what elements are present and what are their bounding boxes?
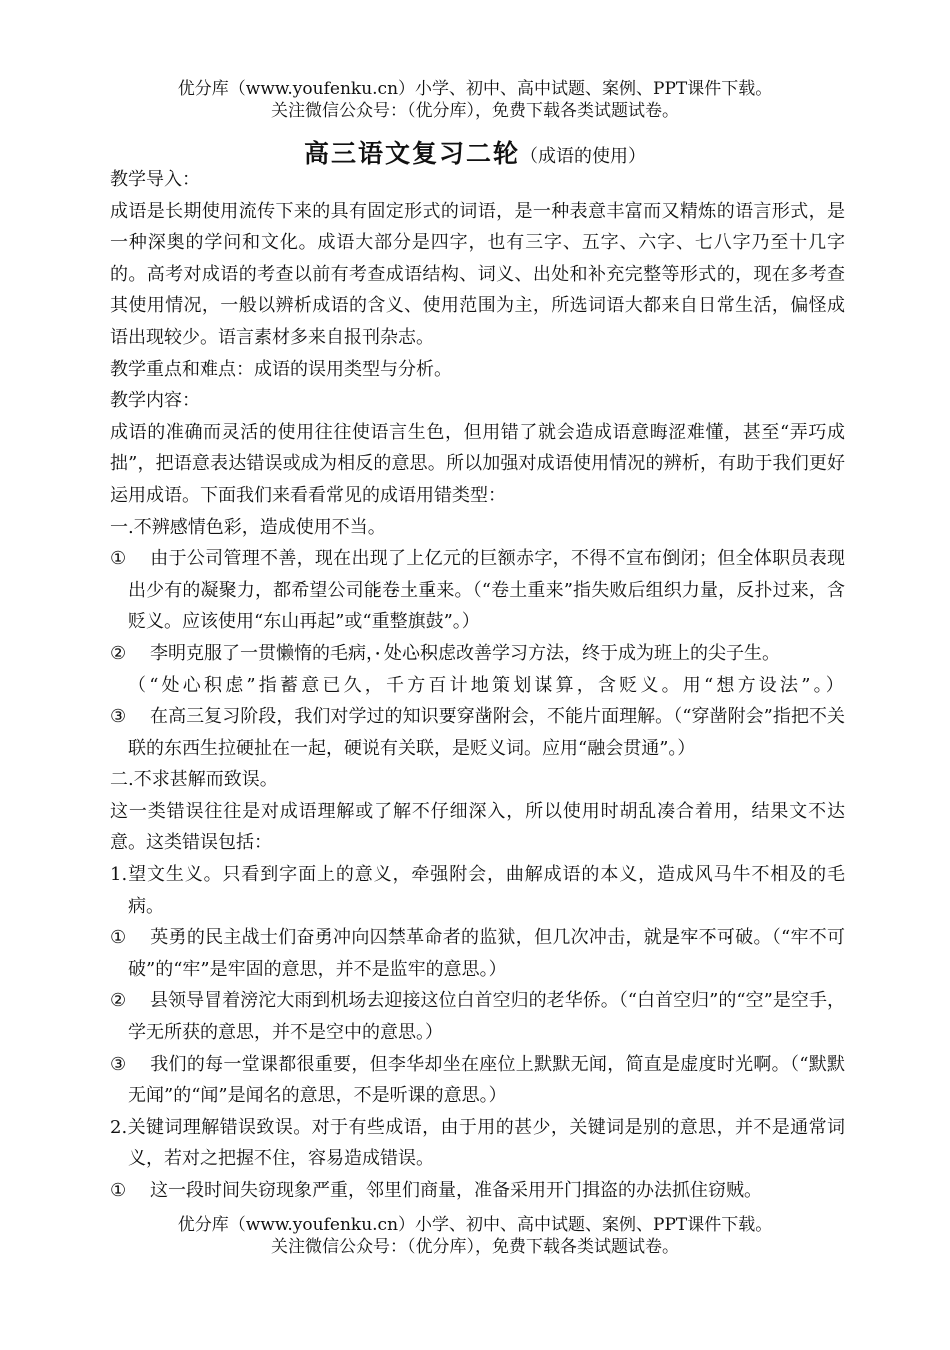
emphasis-dot-char: 卷 •	[382, 580, 400, 601]
item-text: 英勇的民主战士们奋勇冲向囚禁革命者的监狱，但几次冲击，就是	[150, 927, 681, 949]
item-text: 我们的每一堂课都很重要，但李华却坐在座位上默默无闻，简直是虚度时光啊。（“默默无闻”的“闻”是闻名的意思，不是听课的意思。）	[128, 1053, 845, 1107]
item-text-tail: 改善学习方法，终于成为班上的尖子生。	[456, 642, 780, 664]
header-line-1: 优分库（www.youfenku.cn）小学、初中、高中试题、案例、PPT课件下载。	[177, 79, 773, 99]
footer-line-2: 关注微信公众号：（优分库），免费下载各类试题试卷。	[271, 1237, 679, 1257]
section2-item-2	[110, 985, 845, 1048]
title-sub: （成语的使用）	[520, 146, 646, 167]
item-number: ③	[110, 1053, 127, 1075]
section2-sub1: 1.望文生义。只看到字面上的意义，牵强附会，曲解成语的本义，造成风马牛不相及的毛病。	[110, 864, 845, 917]
item-number: ③	[110, 706, 127, 728]
footer-line-1: 优分库（www.youfenku.cn）小学、初中、高中试题、案例、PPT课件下载。	[177, 1215, 773, 1235]
emphasis-dot-char: 处 •	[384, 643, 402, 664]
emphasis-dot-char: 穿 •	[457, 706, 475, 727]
item-text: 李明克服了一贯懒惰的毛病，	[150, 642, 384, 664]
emphasis-dot-char: 心 •	[402, 643, 420, 664]
item-text-tail: 。（“卷土重来”指失败后组织力量，反扑过来，含贬义。应该使用“东山再起”或“重整旗鼓”。）	[128, 579, 846, 633]
emphasis-dot-char: 会 •	[511, 706, 529, 727]
item-number: ①	[110, 1180, 127, 1201]
section1-heading: 一.不辨感情色彩，造成使用不当。	[110, 516, 386, 538]
item-text-tail: 。（“牢不可破”的“牢”是牢固的意思，并不是监牢的意思。）	[128, 927, 846, 980]
item-number: ①	[110, 927, 127, 949]
content-heading: 教学内容：	[110, 390, 200, 412]
section2-sub2: 2.关键词理解错误致误。对于有些成语，由于用的甚少，关键词是别的意思，并不是通常词义，若对之把握不住，容易造成错误。	[110, 1116, 845, 1170]
item-text: 在高三复习阶段，我们对学过的知识要	[150, 706, 457, 728]
emphasis-dot-char: 土 •	[400, 580, 418, 601]
page-footer	[0, 1214, 950, 1258]
intro-heading: 教学导入：	[110, 169, 200, 190]
emphasized-idiom	[382, 580, 455, 601]
section2-heading: 二.不求甚解而致误。	[110, 769, 278, 791]
item-text: 这一段时间失窃现象严重，邻里们商量，准备采用开门揖盗的办法抓住窃贼。	[150, 1180, 762, 1201]
item-text-tail: ，不能片面理解。（“穿凿附会”指把不关联的东西生拉硬扯在一起，硬说有关联，是贬义词。应用“融会贯通”。）	[128, 706, 846, 759]
item-number: ②	[110, 642, 127, 664]
emphasis-dot-char: 积 •	[420, 643, 438, 664]
intro-paragraph: 成语是长期使用流传下来的具有固定形式的词语，是一种表意丰富而又精炼的语言形式，是一种深奥的学问和文化。成语大部分是四字，也有三字、五字、六字、七八字乃至十几字的。高考对成语的考查以前有考查成语结构、词义、出处和补充完整等形式的，现在多考查其使用情况，一般以辨析成语的含义、使用范围为主，所选词语大都来自日常生活，偏怪成语出现较少。语言素材多来自报刊杂志。	[110, 200, 845, 348]
item-text: 由于公司管理不善，现在出现了上亿元的巨额赤字，不得不宣布倒闭；但全体职员表现出少有的凝聚力，都希望公司能	[128, 548, 845, 601]
emphasis-dot-char: 可 •	[717, 927, 735, 948]
section2-item-1	[110, 922, 845, 985]
page-header	[0, 78, 950, 122]
section2-item-3	[110, 1049, 845, 1112]
item-text: 县领导冒着滂沱大雨到机场去迎接这位白首空归的老华侨。（“白首空归”的“空”是空手，学无所获的意思，并不是空中的意思。）	[128, 990, 845, 1044]
emphasis-dot-char: 虑 •	[438, 643, 456, 664]
section2-sub2-item-1	[110, 1175, 845, 1207]
section1-item-1	[110, 543, 845, 638]
emphasis-dot-char: 附 •	[493, 706, 511, 727]
section2-paragraph: 这一类错误往往是对成语理解或了解不仔细深入，所以使用时胡乱凑合着用，结果文不达意。这类错误包括：	[110, 800, 845, 854]
section1-item-2	[110, 638, 845, 670]
section1-item-3	[110, 701, 845, 764]
emphasized-idiom	[680, 927, 753, 948]
emphasis-dot-char: 来 •	[436, 580, 454, 601]
emphasis-dot-char: 不 •	[699, 927, 717, 948]
emphasis-dot-char: 破 •	[735, 927, 753, 948]
item-number: ②	[110, 990, 127, 1012]
emphasis-dot-char: 牢 •	[680, 927, 698, 948]
section1-item-2-note: （“处心积虑”指蓄意已久，千方百计地策划谋算，含贬义。用“想方设法”。）	[128, 674, 848, 696]
emphasized-idiom	[384, 643, 456, 664]
content-paragraph: 成语的准确而灵活的使用往往使语言生色，但用错了就会造成语意晦涩难懂，甚至“弄巧成拙”，把语意表达错误或成为相反的意思。所以加强对成语使用情况的辨析，有助于我们更好运用成语。下面我们来看看常见的成语用错类型：	[110, 421, 845, 506]
emphasis-dot-char: 重 •	[418, 580, 436, 601]
document-body	[110, 164, 848, 1207]
key-points: 教学重点和难点：成语的误用类型与分析。	[110, 358, 452, 380]
title-main: 高三语文复习二轮	[303, 139, 520, 168]
header-line-2: 关注微信公众号：（优分库），免费下载各类试题试卷。	[271, 101, 679, 121]
emphasized-idiom	[457, 706, 529, 727]
emphasis-dot-char: 凿 •	[475, 706, 493, 727]
item-number: ①	[110, 548, 127, 570]
